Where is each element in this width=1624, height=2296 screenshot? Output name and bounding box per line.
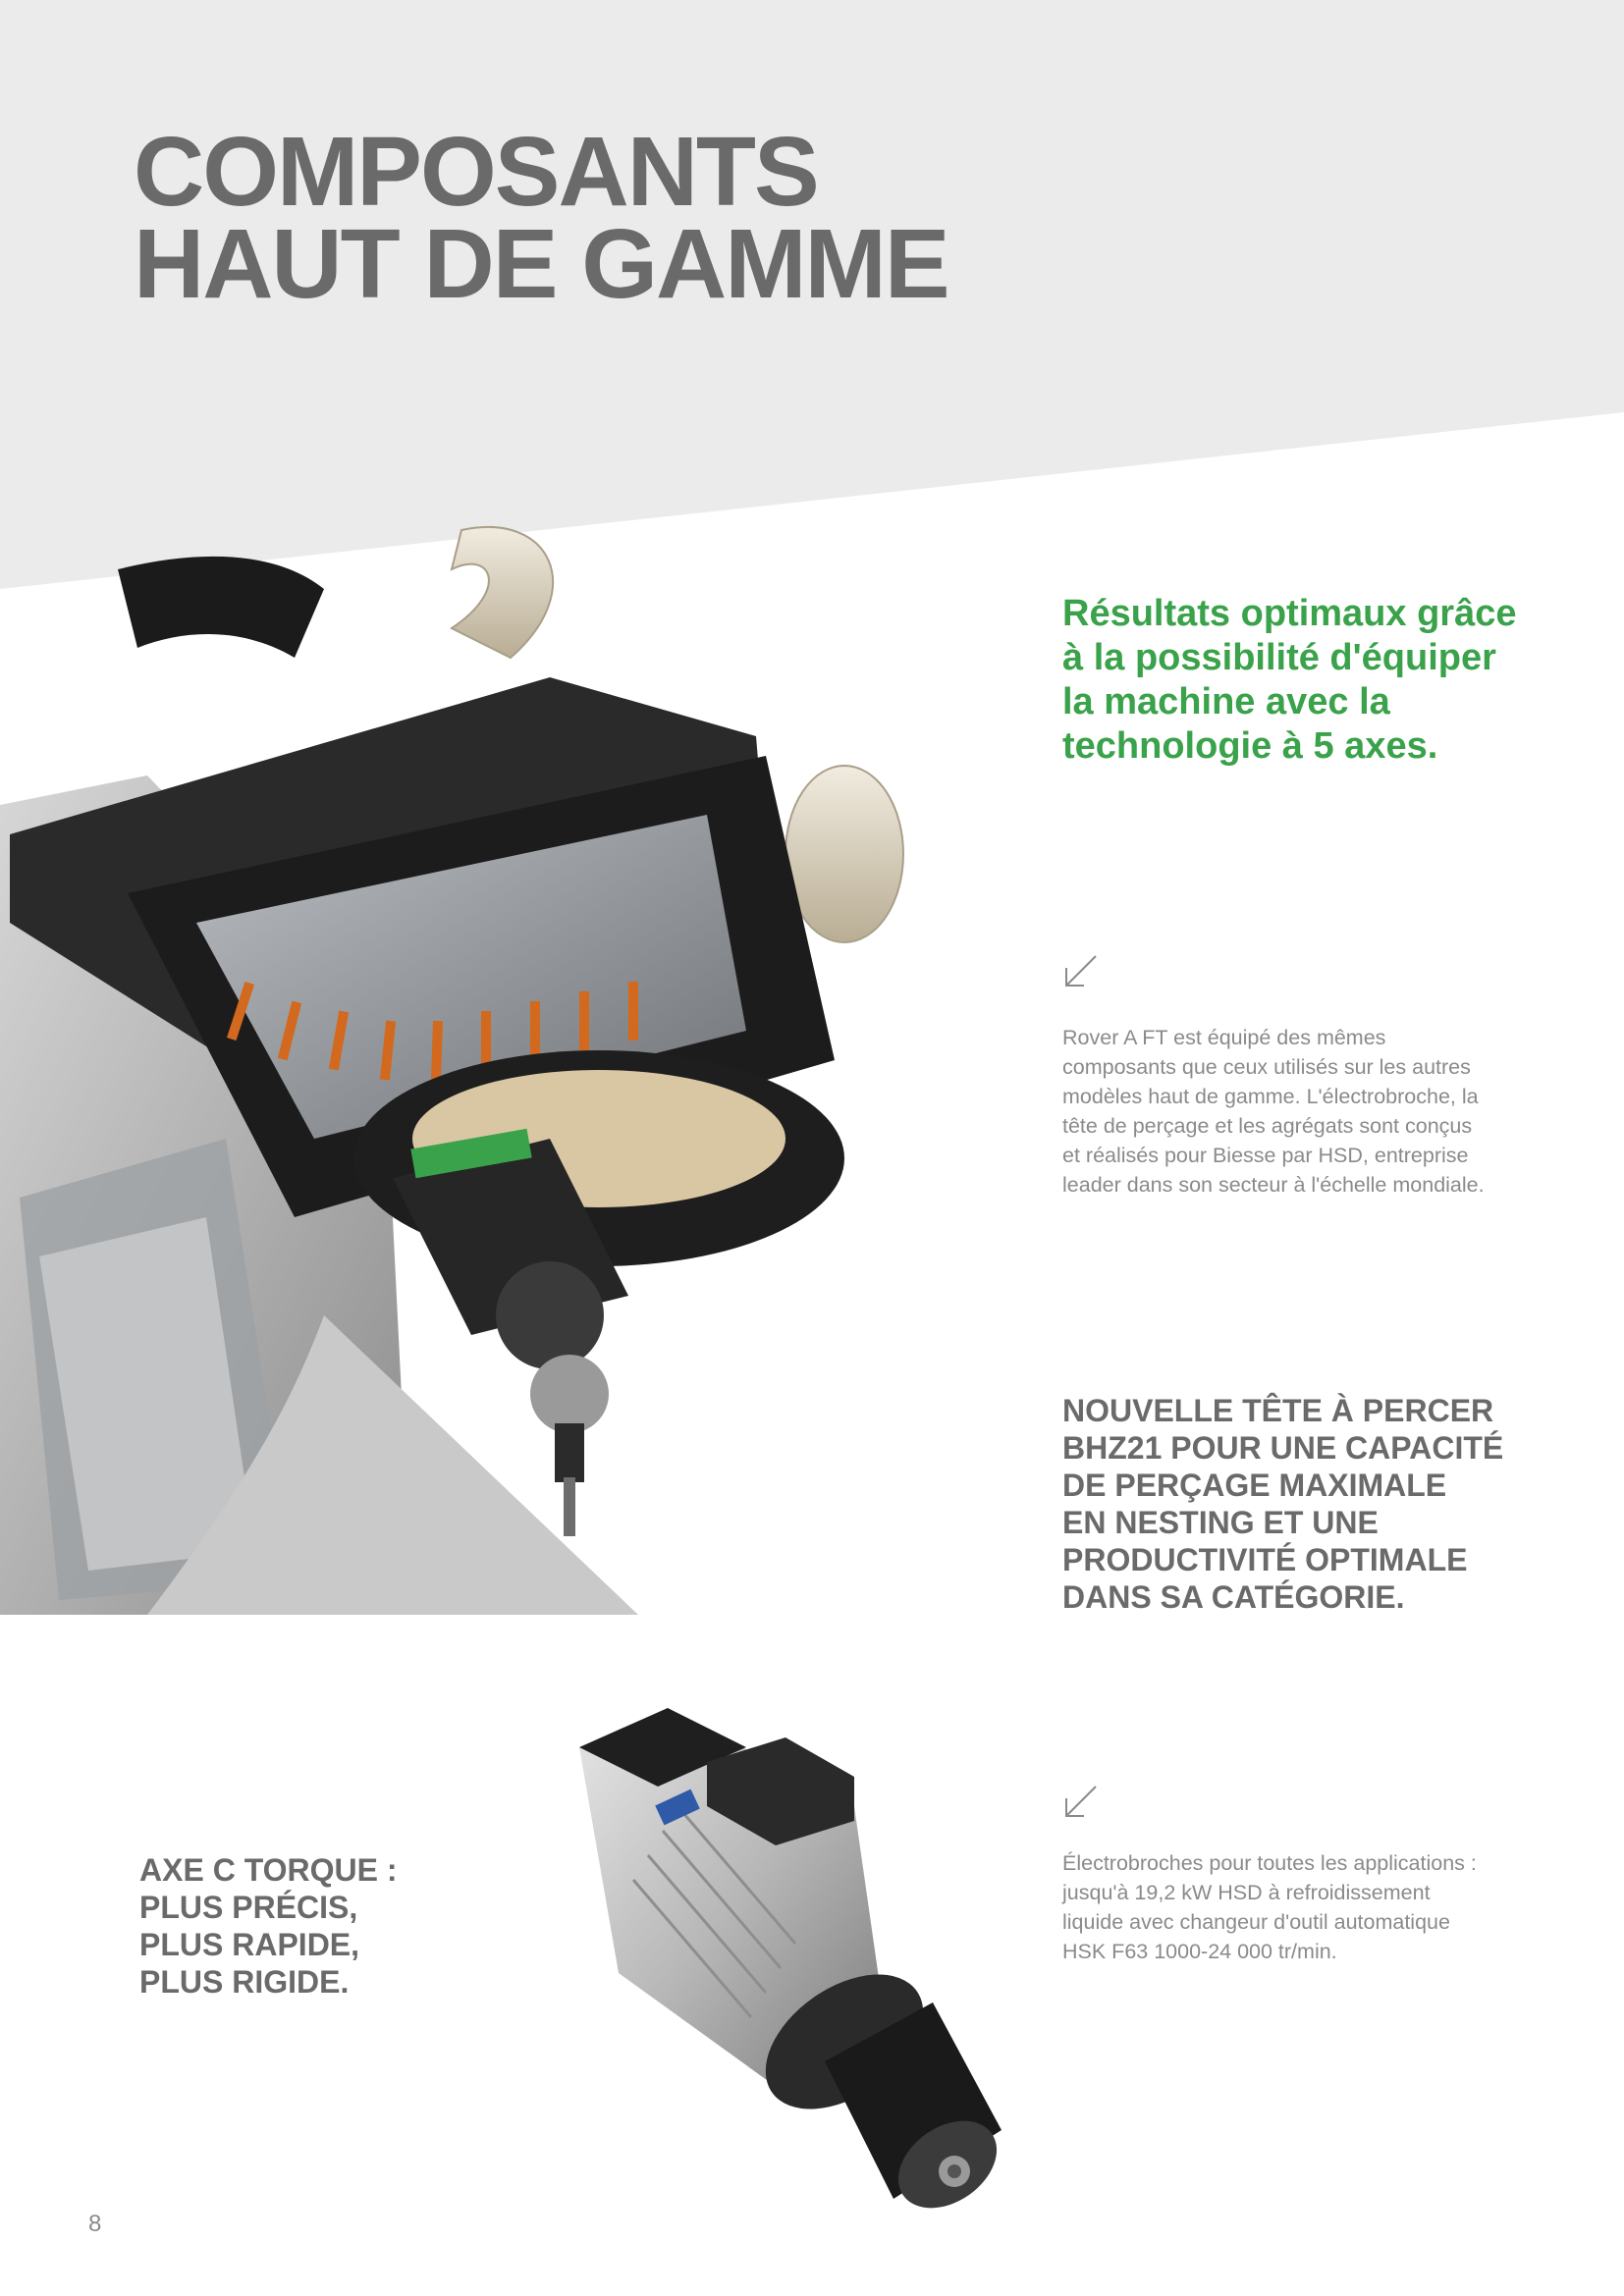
axis-headline-line-3: PLUS RAPIDE, bbox=[139, 1927, 360, 1962]
axis-headline-line-1: AXE C TORQUE : bbox=[139, 1852, 398, 1888]
drill-headline-line-1: NOUVELLE TÊTE À PERCER bbox=[1062, 1393, 1494, 1428]
drill-head-headline bbox=[1062, 1392, 1503, 1616]
drill-headline-line-5: PRODUCTIVITÉ OPTIMALE bbox=[1062, 1542, 1468, 1577]
title-line-1: COMPOSANTS bbox=[134, 117, 818, 227]
arrow-down-left-icon bbox=[1062, 954, 1098, 989]
page-title bbox=[134, 117, 948, 319]
page-number: 8 bbox=[88, 2211, 102, 2237]
drill-headline-line-2: BHZ21 POUR UNE CAPACITÉ bbox=[1062, 1430, 1504, 1466]
drill-headline-line-4: EN NESTING ET UNE bbox=[1062, 1505, 1379, 1540]
drill-headline-line-3: DE PERÇAGE MAXIMALE bbox=[1062, 1468, 1447, 1503]
axis-headline-line-2: PLUS PRÉCIS, bbox=[139, 1890, 358, 1925]
title-line-2: HAUT DE GAMME bbox=[134, 209, 948, 319]
drilling-head-photo bbox=[0, 510, 933, 1615]
drill-headline-line-6: DANS SA CATÉGORIE. bbox=[1062, 1579, 1405, 1615]
c-axis-headline bbox=[139, 1851, 398, 2001]
electrospindle-description: Électrobroches pour toutes les applications : jusqu'à 19,2 kW HSD à refroidissement liquide avec changeur d'outil automatique HSK F63 1000-24 000 tr/min. bbox=[1062, 1851, 1477, 1963]
axis-headline-line-4: PLUS RIGIDE. bbox=[139, 1964, 350, 2000]
components-description: Rover A FT est équipé des mêmes composants que ceux utilisés sur les autres modèles haut de gamme. L'électrobroche, la tête de perçage et les agrégats sont conçus et réalisés pour Biesse par HSD, entreprise leader dans son secteur à l'échelle mondiale. bbox=[1062, 1026, 1485, 1197]
arrow-down-left-icon bbox=[1062, 1785, 1098, 1820]
subtitle-5-axis: Résultats optimaux grâce à la possibilité d'équiper la machine avec la technologie à 5 axes. bbox=[1062, 593, 1517, 767]
electrospindle-photo bbox=[560, 1688, 1090, 2248]
